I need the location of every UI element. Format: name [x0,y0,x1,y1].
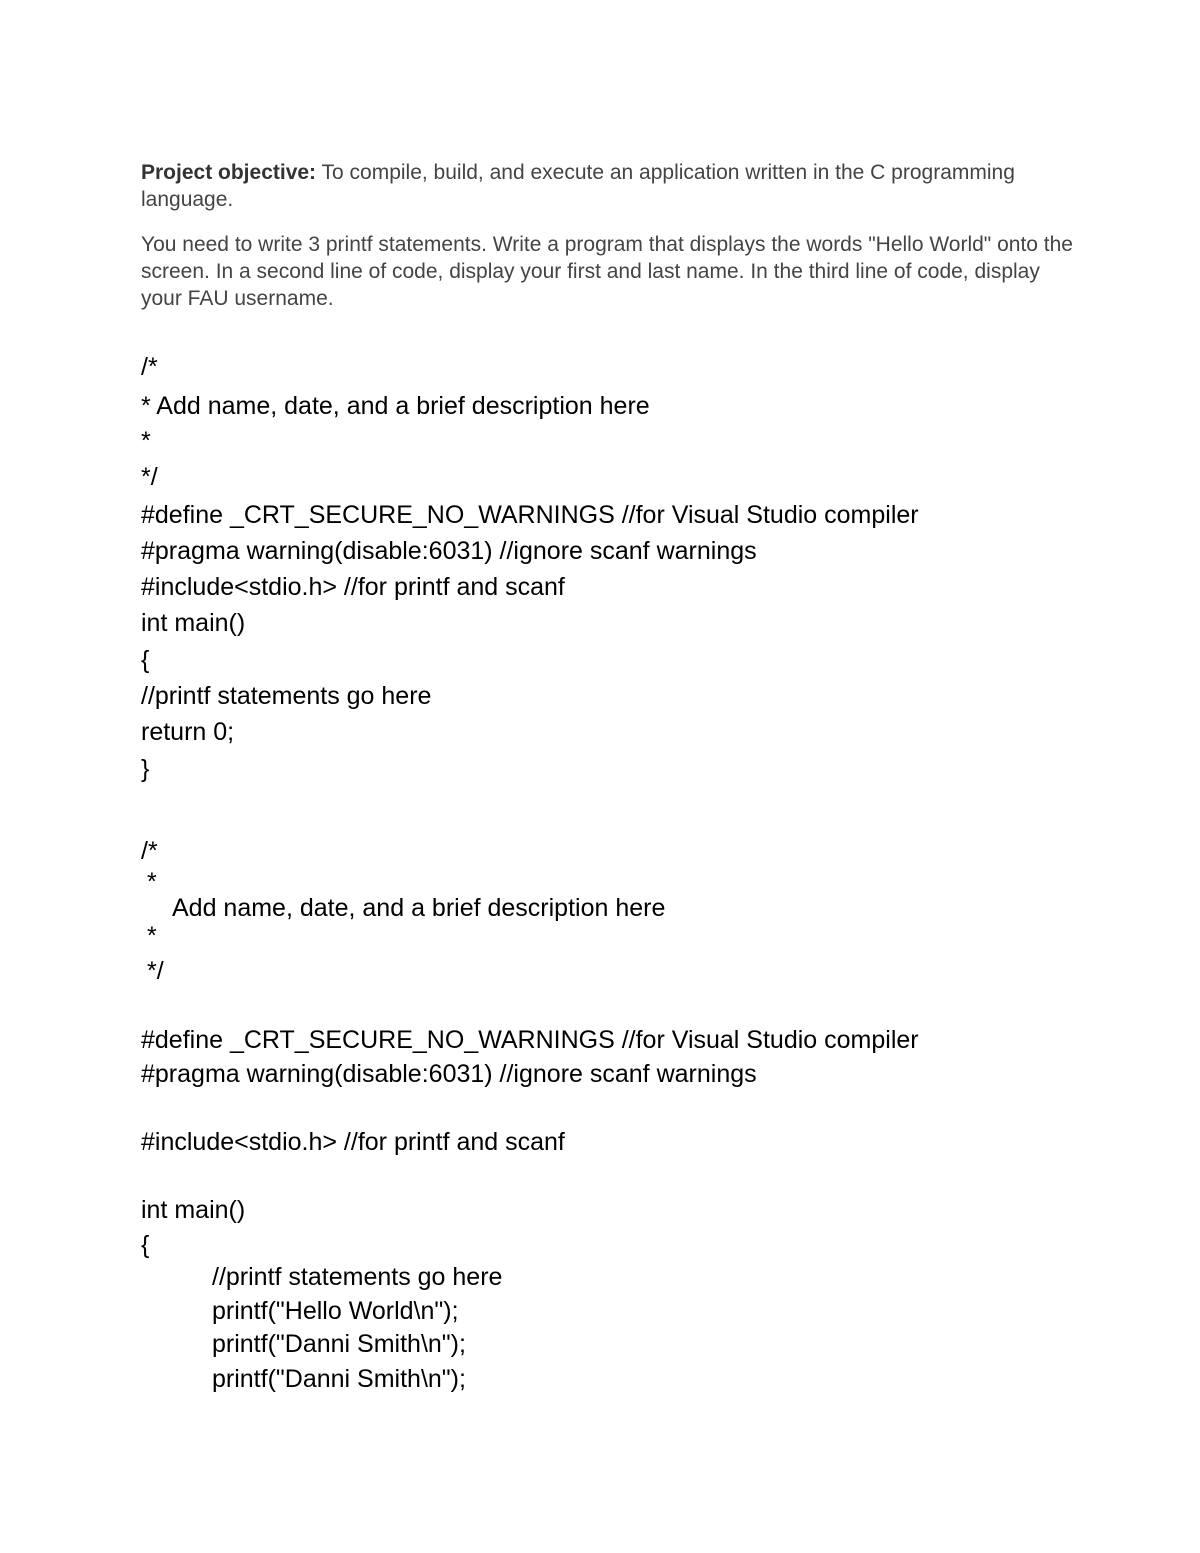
code-line: Add name, date, and a brief description here [172,894,666,922]
code-line: int main() [141,609,246,637]
code-line: printf("Danni Smith\n"); [212,1330,466,1358]
code-line: #include<stdio.h> //for printf and scanf [141,1128,565,1156]
code-line: #pragma warning(disable:6031) //ignore scanf warnings [141,537,757,565]
code-line: * [147,922,157,950]
code-line: */ [147,957,164,985]
code-line: * Add name, date, and a brief description here [141,392,650,420]
code-line: /* [141,837,158,865]
code-line: return 0; [141,718,235,746]
code-line: #include<stdio.h> //for printf and scanf [141,573,565,601]
code-line: #define _CRT_SECURE_NO_WARNINGS //for Visual Studio compiler [141,501,919,529]
code-line: printf("Danni Smith\n"); [212,1365,466,1393]
code-line: //printf statements go here [141,682,432,710]
code-line: * [141,427,151,455]
task-description: You need to write 3 printf statements. Write a program that displays the words "Hello World" onto the screen. In a second line of code, display your first and last name. In the third line of code, display your FAU username. [141,233,1073,310]
code-line: */ [141,463,158,491]
objective-text: To compile, build, and execute an application written in the C programming language. [141,161,1015,211]
code-line: /* [141,353,158,381]
code-line: * [147,868,157,896]
objective-label: Project objective: [141,161,317,184]
code-line: #define _CRT_SECURE_NO_WARNINGS //for Visual Studio compiler [141,1026,919,1054]
code-line: } [141,755,150,783]
project-objective [141,159,1081,213]
code-line: printf("Hello World\n"); [212,1297,459,1325]
code-line: { [141,1231,150,1259]
code-line: //printf statements go here [212,1263,503,1291]
code-line: #pragma warning(disable:6031) //ignore scanf warnings [141,1060,757,1088]
code-line: { [141,646,150,674]
code-line: int main() [141,1196,246,1224]
